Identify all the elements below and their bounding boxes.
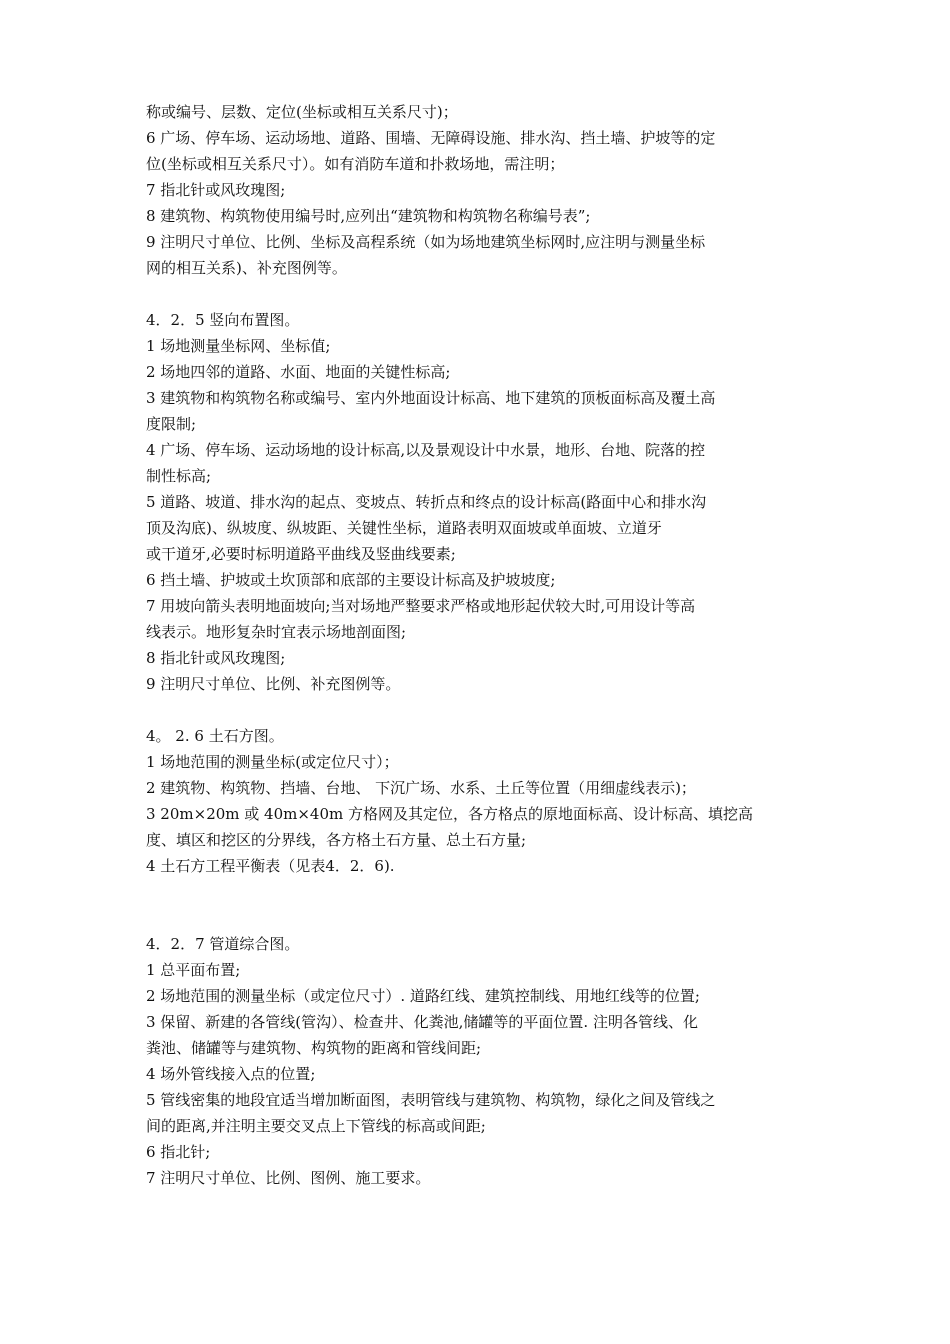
- text-line: 4 场外管线接入点的位置;: [146, 1065, 316, 1083]
- text-line: 网的相互关系)、补充图例等。: [146, 259, 347, 277]
- text-line: 顶及沟底)、纵坡度、纵坡距、关键性坐标，道路表明双面坡或单面坡、立道牙: [146, 519, 662, 537]
- paragraph-spacer: [146, 879, 816, 931]
- text-line: 8 指北针或风玫瑰图;: [146, 649, 286, 667]
- text-line: 9 注明尺寸单位、比例、坐标及高程系统（如为场地建筑坐标网时,应注明与测量坐标: [146, 233, 706, 251]
- text-line: 4 广场、停车场、运动场地的设计标高,以及景观设计中水景，地形、台地、院落的控: [146, 441, 706, 459]
- text-line: 制性标高;: [146, 467, 212, 485]
- text-line: 或干道牙,必要时标明道路平曲线及竖曲线要素;: [146, 545, 456, 563]
- section-site-plan-continued: [146, 99, 816, 281]
- text-line: 7 指北针或风玫瑰图;: [146, 181, 286, 199]
- text-line: 6 挡土墙、护坡或土坎顶部和底部的主要设计标高及护坡坡度;: [146, 571, 556, 589]
- text-line: 7 用坡向箭头表明地面坡向;当对场地严整要求严格或地形起伏较大时,可用设计等高: [146, 597, 696, 615]
- text-line: 3 保留、新建的各管线(管沟）、检查井、化粪池,储罐等的平面位置. 注明各管线、化: [146, 1013, 698, 1031]
- section-4-2-6: [146, 723, 816, 879]
- text-line: 1 场地测量坐标网、坐标值;: [146, 337, 331, 355]
- section-4-2-5: [146, 307, 816, 697]
- text-line: 4 土石方工程平衡表（见表4．2．6).: [146, 857, 395, 875]
- text-line: 5 道路、坡道、排水沟的起点、变坡点、转折点和终点的设计标高(路面中心和排水沟: [146, 493, 707, 511]
- text-line: 9 注明尺寸单位、比例、补充图例等。: [146, 675, 401, 693]
- section-heading: 4．2．5 竖向布置图。: [146, 311, 300, 329]
- text-line: 6 指北针;: [146, 1143, 211, 1161]
- text-line: 2 场地四邻的道路、水面、地面的关键性标高;: [146, 363, 451, 381]
- section-4-2-7: [146, 931, 816, 1191]
- text-line: 6 广场、停车场、运动场地、道路、围墙、无障碍设施、排水沟、挡土墙、护坡等的定: [146, 129, 716, 147]
- section-heading: 4．2．7 管道综合图。: [146, 935, 300, 953]
- text-line: 位(坐标或相互关系尺寸）。如有消防车道和扑救场地，需注明；: [146, 155, 565, 173]
- text-line: 3 建筑物和构筑物名称或编号、室内外地面设计标高、地下建筑的顶板面标高及覆土高: [146, 389, 716, 407]
- text-line: 7 注明尺寸单位、比例、图例、施工要求。: [146, 1169, 431, 1187]
- text-line: 1 总平面布置;: [146, 961, 241, 979]
- text-line: 1 场地范围的测量坐标(或定位尺寸）；: [146, 753, 399, 771]
- text-line: 间的距离,并注明主要交叉点上下管线的标高或间距;: [146, 1117, 486, 1135]
- text-line: 称或编号、层数、定位(坐标或相互关系尺寸)；: [146, 103, 458, 121]
- text-line: 度限制;: [146, 415, 197, 433]
- text-line: 粪池、储罐等与建筑物、构筑物的距离和管线间距;: [146, 1039, 482, 1057]
- document-page: [146, 99, 816, 1191]
- text-line: 度、填区和挖区的分界线，各方格土石方量、总土石方量;: [146, 831, 527, 849]
- text-line: 5 管线密集的地段宜适当增加断面图，表明管线与建筑物、构筑物，绿化之间及管线之: [146, 1091, 716, 1109]
- text-line: 2 场地范围的测量坐标（或定位尺寸）. 道路红线、建筑控制线、用地红线等的位置;: [146, 987, 700, 1005]
- paragraph-spacer: [146, 281, 816, 307]
- text-line: 2 建筑物、构筑物、挡墙、台地、 下沉广场、水系、土丘等位置（用细虚线表示)；: [146, 779, 696, 797]
- text-line: 8 建筑物、构筑物使用编号时,应列出“建筑物和构筑物名称编号表”;: [146, 207, 591, 225]
- text-line: 3 20m×20m 或 40m×40m 方格网及其定位，各方格点的原地面标高、设计标高、填挖高: [146, 805, 753, 823]
- text-line: 线表示。地形复杂时宜表示场地剖面图;: [146, 623, 407, 641]
- paragraph-spacer: [146, 697, 816, 723]
- section-heading: 4。 2. 6 土石方图。: [146, 727, 284, 745]
